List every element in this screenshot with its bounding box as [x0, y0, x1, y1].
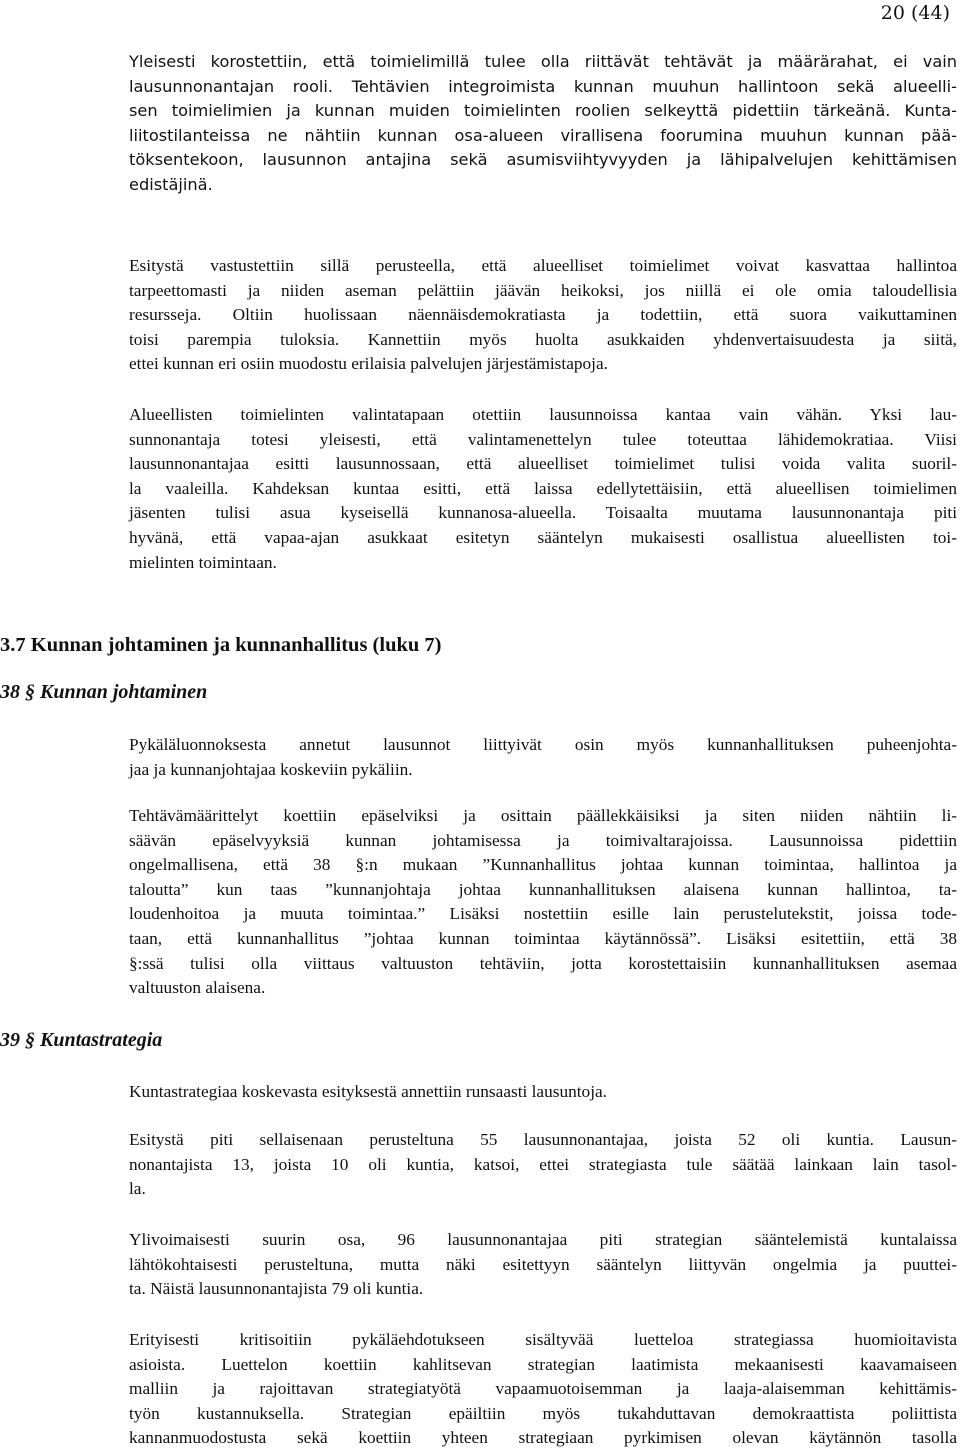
text-line: töksentekoon, lausunnon antajina sekä asumisviihtyvyyden ja lähipalvelujen kehittämisen [129, 150, 957, 170]
text-line: lausunnonantajaa esitti lausunnossaan, että alueelliset toimielimet tulisi voida valita suoril- [129, 454, 957, 474]
text-line: malliin ja rajoittavan strategiatyötä vapaamuotoisemman ja laaja-alaisemman kehittämis- [129, 1379, 957, 1399]
text-line: jaa ja kunnanjohtajaa koskeviin pykäliin. [129, 759, 413, 779]
page-number: 20 (44) [880, 2, 950, 24]
text-line: lähtökohtaisesti perusteltuna, mutta näki esitettyyn sääntelyn liittyvän ongelmia ja puuttei- [129, 1254, 957, 1274]
text-line: edistäjinä. [129, 174, 213, 194]
text-line: taloutta” kun taas ”kunnanjohtaja johtaa kunnanhallituksen alaisena kunnan hallintoa, ta- [129, 879, 957, 899]
paragraph-39-majority [129, 1228, 957, 1302]
paragraph-38-intro [129, 733, 957, 782]
text-line: sunnonantaja totesi yleisesti, että valintamenettelyn tulee toteuttaa lähidemokratiaa. Viisi [129, 429, 957, 449]
text-line: resursseja. Oltiin huolissaan näennäisdemokratiasta ja todettiin, että suora vaikuttaminen [129, 305, 957, 325]
paragraph-organs-role [129, 50, 957, 198]
text-line: loudenhoitoa ja muuta toimintaa.” Lisäksi nostettiin esille lain perustelutekstit, joissa tode- [129, 904, 957, 924]
paragraph-opposition [129, 254, 957, 377]
text-line: lausunnonantajan rooli. Tehtävien integroimista kunnan muuhun hallintoon sekä alueelli- [129, 76, 957, 96]
section-heading: 3.7 Kunnan johtaminen ja kunnanhallitus (luku 7) [0, 634, 442, 656]
text-line: taan, että kunnanhallitus ”johtaa kunnan toimintaa käytännössä”. Lisäksi esitettiin, että 38 [129, 928, 957, 948]
text-line: Tehtävämäärittelyt koettiin epäselviksi ja osittain päällekkäisiksi ja siten niiden nähtiin li- [129, 806, 957, 825]
text-line: Erityisesti kritisoitiin pykäläehdotukseen sisältyvää luetteloa strategiassa huomioitavista [129, 1330, 957, 1349]
paragraph-38-task-definitions [129, 804, 957, 1001]
text-line: jäsenten tulisi asua kyseisellä kunnanosa-alueella. Toisaalta muutama lausunnonantaja piti [129, 503, 957, 523]
text-line: liitostilanteissa ne nähtiin kunnan osa-alueen virallisena foorumina muuhun kunnan pää- [129, 125, 957, 145]
text-line: nonantajista 13, joista 10 oli kuntia, katsoi, ettei strategiasta tule säätää lainkaan lain tasol- [129, 1154, 957, 1174]
text-line: §:ssä tulisi olla viittaus valtuuston tehtäviin, jotta korostettaisiin kunnanhallituksen asemaa [129, 953, 957, 973]
text-line: mielinten toimintaan. [129, 552, 277, 572]
text-line: Kuntastrategiaa koskevasta esityksestä annettiin runsaasti lausuntoja. [129, 1082, 607, 1101]
text-line: Pykäläluonnoksesta annetut lausunnot liittyivät osin myös kunnanhallituksen puheenjohta- [129, 735, 957, 754]
text-line: Esitystä piti sellaisenaan perusteltuna 55 lausunnonantajaa, joista 52 oli kuntia. Lausun- [129, 1130, 957, 1149]
text-line: ongelmallisena, että 38 §:n mukaan ”Kunnanhallitus johtaa kunnan toimintaa, hallintoa ja [129, 855, 957, 875]
text-line: Alueellisten toimielinten valintatapaan otettiin lausunnoissa kantaa vain vähän. Yksi lau- [129, 405, 957, 424]
text-line: Yleisesti korostettiin, että toimielimillä tulee olla riittävät tehtävät ja määrärahat, ei vain [129, 52, 957, 71]
text-line: työn kustannuksella. Strategian epäiltiin myös tukahduttavan demokraattista poliittista [129, 1403, 957, 1423]
text-line: la vaaleilla. Kahdeksan kuntaa esitti, että laissa edellytettäisiin, että alueellisen toimielimen [129, 478, 957, 498]
text-line: Ylivoimaisesti suurin osa, 96 lausunnonantajaa piti strategian sääntelemistä kuntalaissa [129, 1230, 957, 1249]
text-line: tarpeettomasti ja niiden aseman pelättiin jäävän heikoksi, jos niillä ei ole omia taloudellisia [129, 280, 957, 300]
text-line: sen toimielimien ja kunnan muiden toimielinten roolien selkeyttä pidettiin tärkeänä. Kunta- [129, 101, 957, 121]
text-line: asioista. Luettelon koettiin kahlitsevan strategian laatimista mekaanisesti kaavamaiseen [129, 1354, 957, 1374]
text-line: toisi parempia tuloksia. Kannettiin myös huolta asukkaiden yhdenvertaisuudesta ja siitä, [129, 329, 957, 349]
text-line: ettei kunnan eri osiin muodostu erilaisia palvelujen järjestämistapoja. [129, 354, 608, 374]
text-line: Esitystä vastustettiin sillä perusteella, että alueelliset toimielimet voivat kasvattaa hallintoa [129, 256, 957, 275]
text-line: valtuuston alaisena. [129, 978, 266, 998]
text-line: hyvänä, että vapaa-ajan asukkaat esitetyn sääntelyn mukaisesti osallistua alueellisten toi- [129, 527, 957, 547]
text-line: la. [129, 1179, 146, 1199]
subsection-heading-38: 38 § Kunnan johtaminen [0, 681, 208, 703]
paragraph-39-support [129, 1128, 957, 1202]
text-line: kannanmuodostusta sekä koettiin yhteen strategiaan pyrkimisen olevan käytännön tasolla [129, 1428, 957, 1448]
paragraph-selection-method [129, 403, 957, 575]
subsection-heading-39: 39 § Kuntastrategia [0, 1029, 163, 1051]
text-line: säävän epäselvyyksiä kunnan johtamisessa ja toimivaltarajoissa. Lausunnoissa pidettiin [129, 830, 957, 850]
paragraph-39-intro [129, 1080, 957, 1105]
text-line: ta. Näistä lausunnonantajista 79 oli kuntia. [129, 1279, 424, 1299]
paragraph-39-criticism [129, 1328, 957, 1451]
